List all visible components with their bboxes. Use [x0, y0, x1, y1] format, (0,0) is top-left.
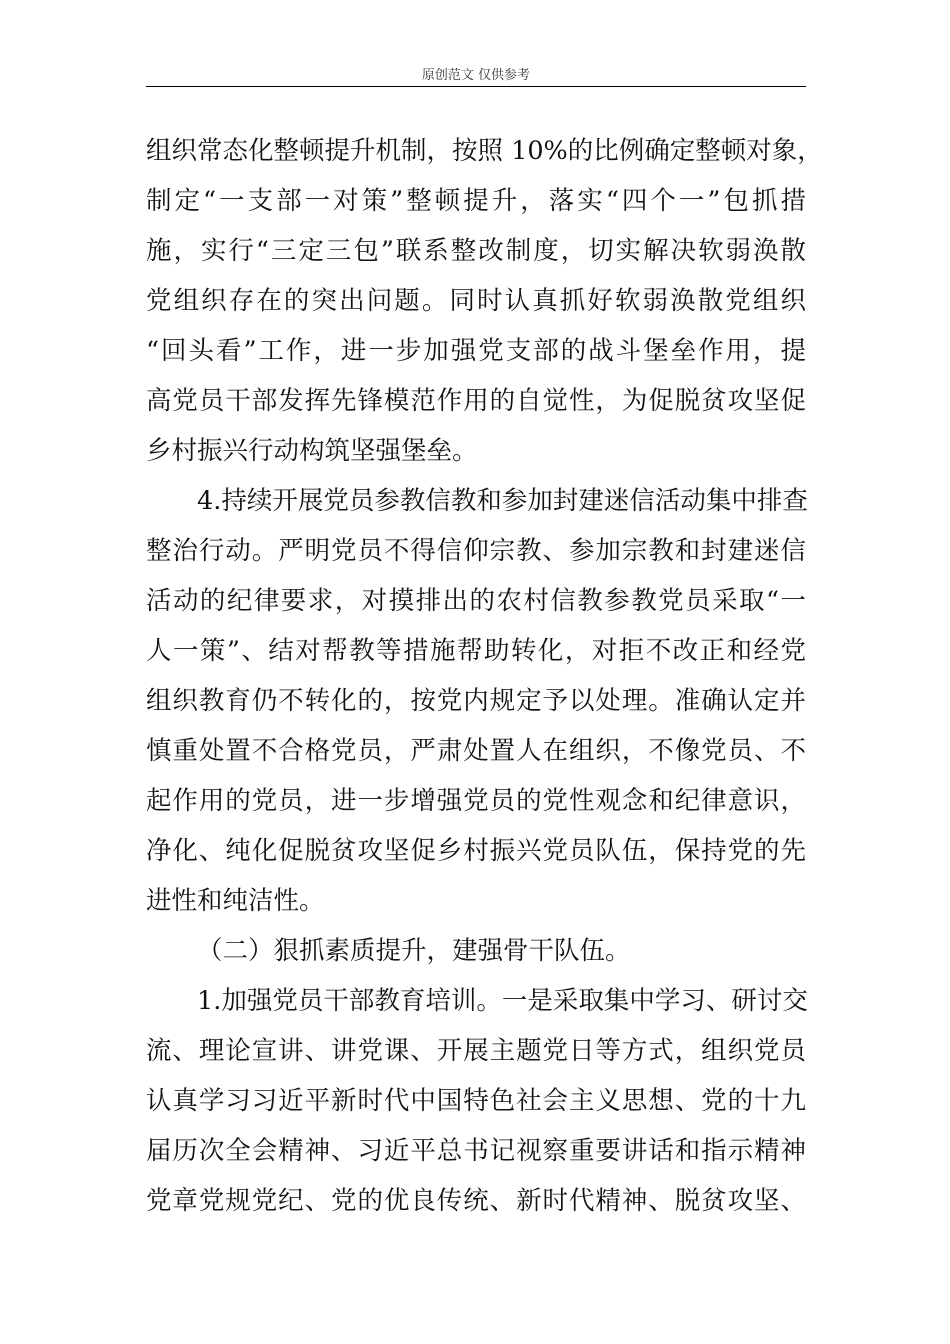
text-line: 人一策”、结对帮教等措施帮助转化，对拒不改正和经党 [146, 636, 806, 666]
text-line: 党组织存在的突出问题。同时认真抓好软弱涣散党组织 [146, 286, 806, 316]
document-body [146, 126, 823, 1226]
text-line: 认真学习习近平新时代中国特色社会主义思想、党的十九 [146, 1086, 806, 1116]
text-line: 施，实行“三定三包”联系整改制度，切实解决软弱涣散 [146, 236, 806, 266]
text-line: 慎重处置不合格党员，严肃处置人在组织，不像党员、不 [146, 736, 806, 766]
text-line: 制定“一支部一对策”整顿提升，落实“四个一”包抓措 [146, 186, 806, 216]
page-header: 原创范文 仅供参考 [421, 68, 531, 83]
text-line: 组织常态化整顿提升机制，按照 10%的比例确定整顿对象， [146, 136, 823, 166]
text-line: 党章党规党纪、党的优良传统、新时代精神、脱贫攻坚、 [146, 1186, 806, 1216]
text-line: 组织教育仍不转化的，按党内规定予以处理。准确认定并 [146, 686, 806, 716]
text-line: 整治行动。严明党员不得信仰宗教、参加宗教和封建迷信 [146, 536, 806, 566]
text-line: 进性和纯洁性。 [146, 886, 325, 916]
text-line: 净化、纯化促脱贫攻坚促乡村振兴党员队伍，保持党的先 [146, 836, 806, 866]
text-line: 4.持续开展党员参教信教和参加封建迷信活动集中排查 [197, 486, 808, 516]
text-line: 乡村振兴行动构筑坚强堡垒。 [146, 436, 478, 466]
text-line: 流、理论宣讲、讲党课、开展主题党日等方式，组织党员 [146, 1036, 806, 1066]
text-line: 高党员干部发挥先锋模范作用的自觉性，为促脱贫攻坚促 [146, 386, 806, 416]
text-line: 1.加强党员干部教育培训。一是采取集中学习、研讨交 [197, 986, 808, 1016]
text-line: 届历次全会精神、习近平总书记视察重要讲话和指示精神 [146, 1136, 806, 1166]
section-heading: （二）狠抓素质提升，建强骨干队伍。 [197, 936, 631, 966]
text-line: “回头看”工作，进一步加强党支部的战斗堡垒作用，提 [146, 336, 806, 366]
text-line: 起作用的党员，进一步增强党员的党性观念和纪律意识， [146, 786, 806, 816]
header-rule [146, 86, 806, 87]
text-line: 活动的纪律要求，对摸排出的农村信教参教党员采取“一 [146, 586, 806, 616]
